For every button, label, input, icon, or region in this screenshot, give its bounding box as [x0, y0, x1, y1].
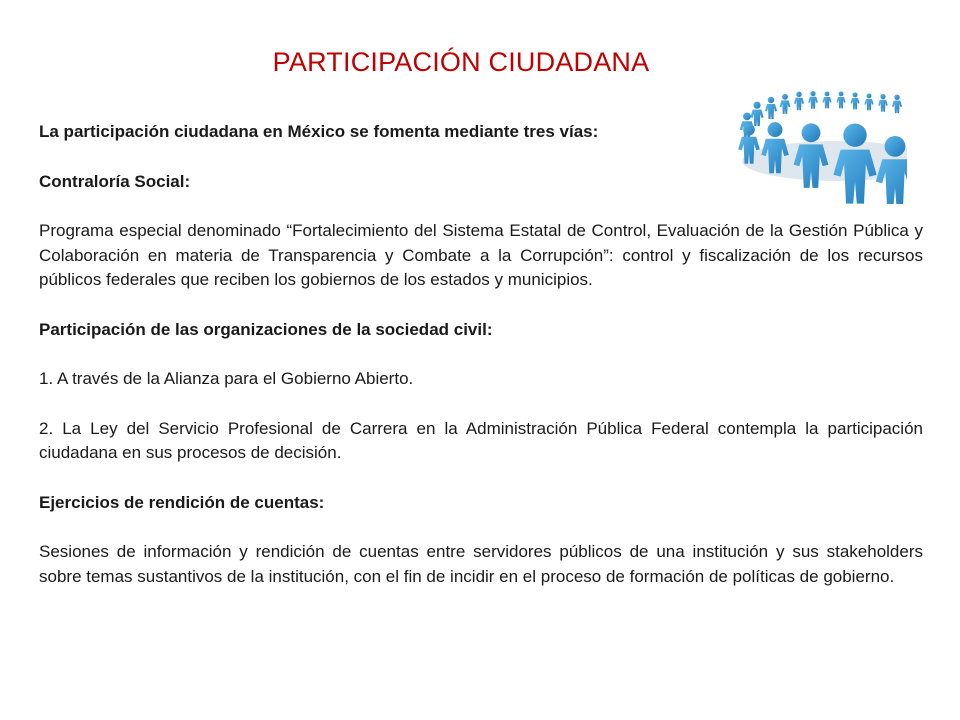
slide-body: [39, 120, 923, 589]
list-item-2: 2. La Ley del Servicio Profesional de Carrera en la Administración Pública Federal contempla la participación ciudadana en sus procesos de decisión.: [39, 418, 923, 462]
heading-organizaciones-sociedad-civil: Participación de las organizaciones de la sociedad civil:: [39, 319, 493, 339]
intro-text: La participación ciudadana en México se fomenta mediante tres vías:: [39, 122, 599, 141]
list-item-1: 1. A través de la Alianza para el Gobierno Abierto.: [39, 369, 414, 388]
heading-rendicion-cuentas: Ejercicios de rendición de cuentas:: [39, 492, 325, 512]
rendicion-cuentas-text: Sesiones de información y rendición de cuentas entre servidores públicos de una institución y sus stakeholders sobre temas sustantivos de la institución, con el fin de incidir en el proceso de formación de políticas de gobierno.: [39, 542, 923, 586]
heading-contraloria-social: Contraloría Social:: [39, 171, 191, 191]
contraloria-social-text: Programa especial denominado “Fortalecimiento del Sistema Estatal de Control, Evaluación de la Gestión Pública y Colaboración en materia de Transparencia y Combate a la Corrupción”: control y fiscalización de los recursos públicos federales que reciben los gobiernos de los estados y municipios.: [39, 221, 923, 289]
slide-title: PARTICIPACIÓN CIUDADANA: [272, 47, 650, 77]
